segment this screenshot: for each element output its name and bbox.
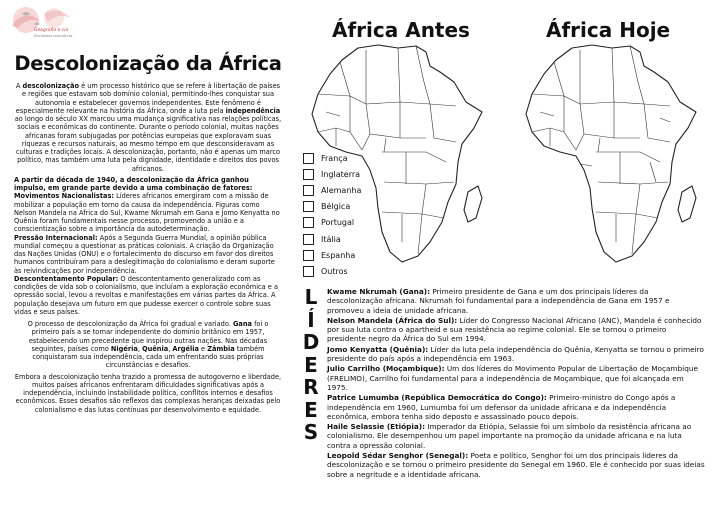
factor-label: Pressão Internacional:	[14, 233, 98, 242]
intro-factors-heading: A partir da década de 1940, a descolonização da África ganhou impulso, em grande parte devido a uma combinação de fatores:	[14, 175, 253, 192]
legend-label: Bélgica	[321, 202, 351, 212]
factor-text: Líderes africanos emergiram com a missão de mobilizar a população em torno da causa da independência. Figuras como Nelson Mandela na África do Sul, Kwame Nkrumah em Gana e Jomo Kenyatta no Quênia foram fundamentais nesse processo, promovendo a união e a conscientização sobre a importância da autodeterminação.	[14, 192, 280, 234]
legend-item	[303, 182, 361, 198]
legend-checkbox[interactable]	[303, 201, 314, 212]
intro-p3-run-8: e	[198, 344, 208, 353]
legend-label: Alemanha	[321, 185, 362, 195]
leaders-title-letter: E	[304, 352, 318, 377]
intro-paragraph-1	[14, 82, 282, 173]
leaders-title-letter: Í	[307, 307, 315, 332]
leaders-title-letter: D	[302, 330, 320, 354]
legend-checkbox[interactable]	[303, 250, 314, 261]
leaders-title-letter: L	[304, 285, 318, 309]
intro-paragraph-4: Embora a descolonização tenha trazido a promessa de autogoverno e liberdade, muitos países africanos enfrentaram dificuldades significativas após a independência, incluindo instabilidade política, conflitos internos e desafios econômicos. Esses desafios são reflexos das complexas heranças deixadas pelo colonialismo e das lutas contínuas por desenvolvimento e equidade.	[14, 372, 282, 414]
logo-text-2: Atividades educativas	[34, 34, 73, 38]
intro-p3-run-6: ,	[168, 344, 173, 353]
madagascar-outline	[678, 186, 696, 222]
leaders-list	[327, 287, 705, 480]
legend-checkbox[interactable]	[303, 266, 314, 277]
leader-name: Patrice Lumumba (República Democrática do Congo):	[327, 393, 547, 403]
leader-description: Líder do Congresso Nacional Africano (ANC), Mandela é conhecido por sua luta contra o apartheid e sua resistência ao regime colonial. Ele se tornou o primeiro presidente negro da África do Sul em 1994.	[327, 315, 702, 344]
factor-item	[14, 192, 282, 233]
leader-item	[327, 364, 705, 392]
logo-text-1: Geografia e cia	[34, 28, 69, 33]
leader-item	[327, 393, 705, 421]
factors-list	[14, 192, 282, 316]
leader-name: Julio Carrilho (Moçambique):	[327, 364, 445, 374]
leader-description: Poeta e político, Senghor foi um dos principais líderes da descolonização e se tornou o primeiro presidente do Senegal em 1960. Ele é conhecido por suas ideias sobre a negritude e a identidade africana.	[327, 451, 705, 479]
leaders-vertical-title	[300, 286, 322, 444]
leader-name: Jomo Kenyatta (Quênia):	[327, 344, 429, 354]
intro-p1-run-2: é um processo histórico que se refere à libertação de países e regiões que estavam sob domínio colonial, permitindo-lhes conquistar sua autonomia e estabelecer governos independentes. Este fenômeno é especialmente relevante na história da África, onde a luta pela	[15, 82, 281, 115]
leader-description: Imperador da Etiópia, Selassie foi um símbolo da resistência africana ao colonialismo. Ele desempenhou um papel importante na promoção da unidade africana e na luta contra a opressão colonial.	[327, 422, 692, 450]
intro-p3-run-7: Argélia	[172, 344, 199, 353]
legend-label: Portugal	[321, 218, 355, 228]
map-title-before: África Antes	[332, 18, 470, 42]
factor-item	[14, 234, 282, 275]
intro-paragraph-3	[14, 320, 282, 370]
legend-checkbox[interactable]	[303, 234, 314, 245]
legend-item	[303, 247, 361, 263]
legend-item	[303, 166, 361, 182]
intro-text	[14, 82, 282, 417]
factor-text: Após a Segunda Guerra Mundial, a opinião pública mundial começou a questionar as práticas coloniais. A criação da Organização das Nações Unidas (ONU) e o fortalecimento do discurso em favor dos direitos humanos contribuíram para a deslegitimação do colonialismo e deram suporte às reivindicações por independência.	[14, 233, 275, 275]
legend-checkbox[interactable]	[303, 169, 314, 180]
legend-item	[303, 150, 361, 166]
leader-item	[327, 422, 705, 450]
leader-name: Leopold Sédar Senghor (Senegal):	[327, 451, 469, 461]
factor-label: Descontentamento Popular:	[14, 274, 119, 283]
africa-map-today	[520, 42, 710, 277]
intro-p3-run-4: ,	[137, 344, 143, 353]
legend-label: Itália	[321, 234, 341, 244]
intro-p3-run-1: Gana	[232, 320, 252, 328]
intro-p1-run-3: independência	[225, 106, 281, 115]
legend-label: França	[321, 153, 348, 163]
leader-item	[327, 287, 705, 315]
legend-label: Espanha	[321, 250, 356, 260]
intro-p3-run-9: Zâmbia	[207, 344, 235, 353]
africa-outline	[526, 45, 696, 262]
intro-p3-run-0: O processo de descolonização da África foi gradual e variado.	[27, 320, 233, 328]
page-title: Descolonização da África	[14, 52, 282, 75]
leaders-title-letter: S	[303, 420, 319, 444]
leader-name: Kwame Nkrumah (Gana):	[327, 287, 431, 296]
intro-p3-run-10: também conquistaram sua independência, cada um enfrentando suas próprias circunstâncias e desafios.	[32, 344, 265, 370]
intro-p1-run-1: descolonização	[22, 82, 79, 90]
logo-graphic	[4, 4, 92, 44]
legend-checkbox[interactable]	[303, 185, 314, 196]
legend-item	[303, 215, 361, 231]
site-logo	[4, 4, 92, 44]
intro-p3-run-2: foi o primeiro país a se tornar independente do domínio britânico em 1957, estabelecendo um precedente que inspirou outras nações. Nas décadas seguintes, países como	[28, 320, 269, 353]
leader-name: Haile Selassie (Etiópia):	[327, 422, 426, 432]
leaders-title-letter: R	[303, 375, 319, 399]
leader-description: Um dos líderes do Movimento Popular de Libertação de Moçambique (FRELIMO), Carrilho foi fundamental para a independência de Moçambique, que foi alcançada em 1975.	[327, 364, 698, 392]
leader-description: Primeiro-ministro do Congo após a independência em 1960, Lumumba foi um defensor da unidade africana e da independência econômica, embora tenha sido deposto e assassinado pouco depois.	[327, 393, 676, 421]
legend-item	[303, 263, 361, 279]
leader-item	[327, 316, 705, 344]
legend-checkbox[interactable]	[303, 217, 314, 228]
intro-p1-run-0: A	[15, 82, 23, 90]
legend-item	[303, 231, 361, 247]
legend-checkbox[interactable]	[303, 153, 314, 164]
map-title-today: África Hoje	[546, 18, 671, 42]
leader-description: Primeiro presidente de Gana e um dos principais líderes da descolonização africana. Nkrumah foi fundamental para a independência de Gana em 1957 e promoveu a ideia de unidade africana.	[327, 287, 670, 315]
leader-description: Líder da luta pela independência do Quênia, Kenyatta se tornou o primeiro presidente do país após a independência em 1963.	[327, 344, 704, 364]
map-legend	[303, 150, 361, 280]
factor-label: Movimentos Nacionalistas:	[14, 192, 115, 201]
intro-p3-run-3: Nigéria	[110, 344, 138, 353]
leader-item	[327, 451, 705, 479]
leaders-title-letter: E	[304, 397, 318, 422]
factor-item	[14, 275, 282, 316]
madagascar-outline	[464, 186, 482, 222]
leader-item	[327, 345, 705, 364]
intro-p1-run-4: ao longo do século XX marcou uma mudança significativa nas relações políticas, sociais e econômicas do continente. Durante o período colonial, muitas nações africanas foram subjugadas por potências europeias que exploravam suas riquezas e recursos naturais, ao mesmo tempo em que desconsideravam as culturas e tradições locais. A descolonização, portanto, não é apenas um marco político, mas também uma luta pela dignidade, identidade e direitos dos povos africanos.	[14, 115, 282, 173]
legend-item	[303, 199, 361, 215]
intro-p3-run-5: Quênia	[142, 344, 169, 353]
legend-label: Inglaterra	[321, 169, 361, 179]
legend-label: Outros	[321, 266, 348, 276]
factor-text: O descontentamento generalizado com as condições de vida sob o colonialismo, que incluíam a exploração econômica e a opressão social, levou a revoltas e manifestações em várias partes da África. A população desejava um futuro em que pudesse exercer o controle sobre suas vidas e seus países.	[14, 274, 278, 316]
leader-name: Nelson Mandela (África do Sul):	[327, 315, 458, 325]
